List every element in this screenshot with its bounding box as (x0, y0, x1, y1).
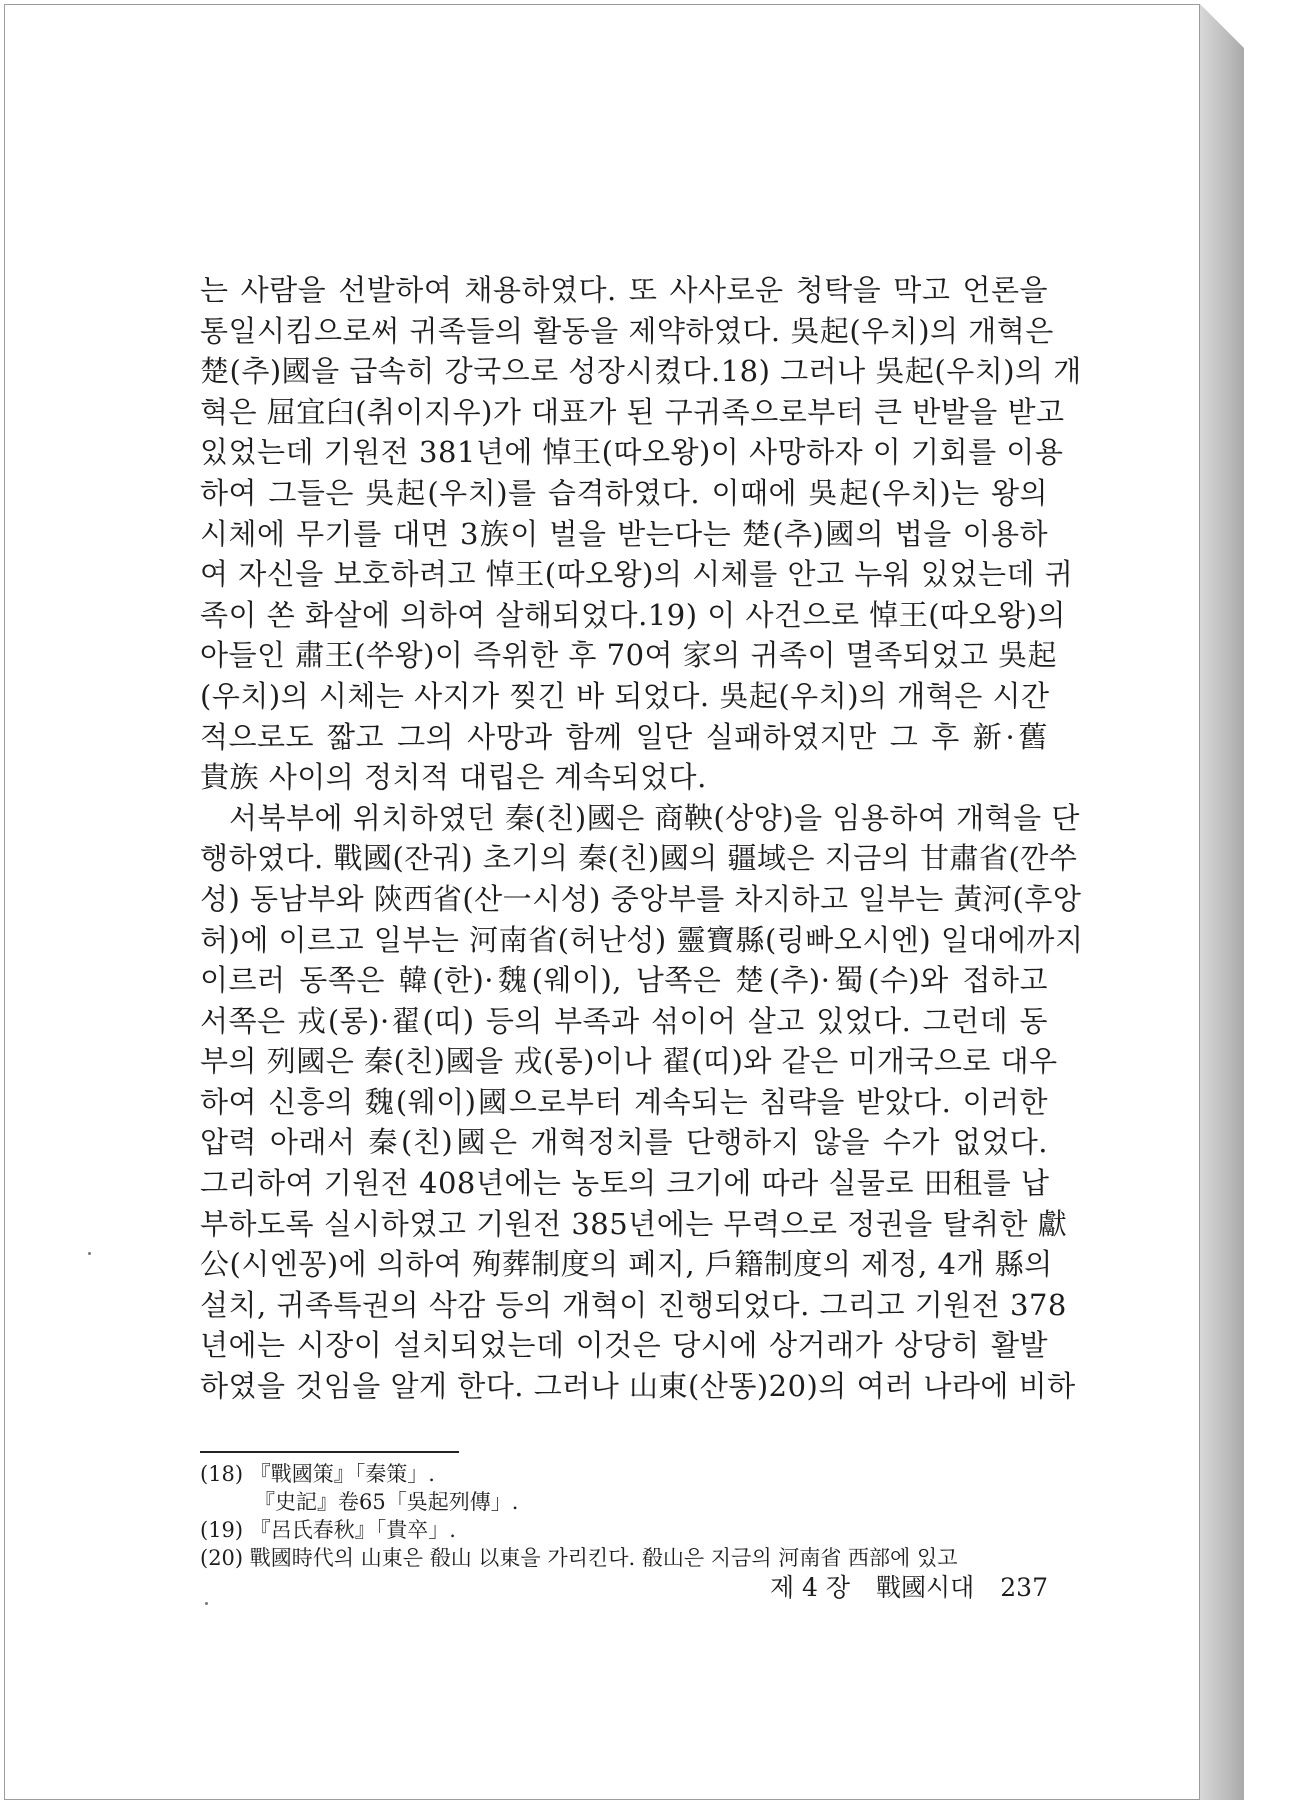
text-line: 하여 신흥의 魏(웨이)國으로부터 계속되는 침략을 받았다. 이러한 (200, 1084, 1048, 1119)
chapter-title: 戰國시대 (876, 1573, 975, 1602)
text-line: 아들인 肅王(쑤왕)이 즉위한 후 70여 家의 귀족이 멸족되었고 吳起 (200, 638, 1058, 673)
text-line: 족이 쏜 화살에 의하여 살해되었다.19) 이 사건으로 悼王(따오왕)의 (200, 597, 1066, 632)
footnote: (18) 『戰國策』「秦策」. (200, 1462, 435, 1486)
scan-speck (88, 1252, 91, 1255)
footnote-divider (200, 1451, 459, 1453)
text-line: 통일시킴으로써 귀족들의 활동을 제약하였다. 吳起(우치)의 개혁은 (200, 313, 1054, 348)
text-line: (우치)의 시체는 사지가 찢긴 바 되었다. 吳起(우치)의 개혁은 시간 (200, 678, 1050, 713)
body-text (200, 270, 1084, 1407)
text-line: 부의 列國은 秦(친)國을 戎(롱)이나 翟(띠)와 같은 미개국으로 대우 (200, 1044, 1058, 1079)
text-line: 행하였다. 戰國(잔궈) 초기의 秦(친)國의 疆域은 지금의 甘肅省(깐쑤 (200, 841, 1078, 876)
text-line: 이르러 동쪽은 韓(한)·魏(웨이), 남쪽은 楚(추)·蜀(수)와 접하고 (200, 963, 1048, 998)
text-line: 그리하여 기원전 408년에는 농토의 크기에 따라 실물로 田租를 납 (200, 1166, 1050, 1201)
text-line: 설치, 귀족특권의 삭감 등의 개혁이 진행되었다. 그리고 기원전 378 (200, 1287, 1067, 1322)
text-line: 성) 동남부와 陝西省(산一시성) 중앙부를 차지하고 일부는 黃河(후앙 (200, 881, 1082, 916)
text-line: 서쪽은 戎(롱)·翟(띠) 등의 부족과 섞이어 살고 있었다. 그런데 동 (200, 1003, 1048, 1038)
scan-speck (205, 1602, 208, 1605)
text-line: 허)에 이르고 일부는 河南省(허난성) 靈寶縣(링빠오시엔) 일대에까지 (200, 922, 1084, 957)
text-line: 하였을 것임을 알게 한다. 그러나 山東(산똥)20)의 여러 나라에 비하 (200, 1369, 1076, 1404)
chapter-label: 제 4 장 (769, 1573, 851, 1602)
page-edge (1200, 4, 1244, 1800)
text-line: 압력 아래서 秦(친)國은 개혁정치를 단행하지 않을 수가 없었다. (200, 1125, 1048, 1160)
text-line: 있었는데 기원전 381년에 悼王(따오왕)이 사망하자 이 기회를 이용 (200, 435, 1064, 470)
text-line: 부하도록 실시하였고 기원전 385년에는 무력으로 정권을 탈취한 獻 (200, 1206, 1068, 1241)
footnote: (20) 戰國時代의 山東은 殽山 以東을 가리킨다. 殽山은 지금의 河南省 西部에 있고 (200, 1546, 958, 1570)
text-line: 혁은 屈宜臼(취이지우)가 대표가 된 구귀족으로부터 큰 반발을 받고 (200, 394, 1065, 429)
text-line: 서북부에 위치하였던 秦(친)國은 商鞅(상양)을 임용하여 개혁을 단 (229, 800, 1080, 835)
running-footer (760, 1568, 1048, 1604)
text-line: 년에는 시장이 설치되었는데 이것은 당시에 상거래가 상당히 활발 (200, 1328, 1048, 1363)
text-line: 楚(추)國을 급속히 강국으로 성장시켰다.18) 그러나 吳起(우치)의 개 (200, 354, 1082, 389)
footnote: 『史記』卷65「吳起列傳」. (254, 1490, 519, 1514)
footnote: (19) 『呂氏春秋』「貴卒」. (200, 1518, 456, 1542)
text-line: 시체에 무기를 대면 3族이 벌을 받는다는 楚(추)國의 법을 이용하 (200, 516, 1048, 551)
text-line: 는 사람을 선발하여 채용하였다. 또 사사로운 청탁을 막고 언론을 (200, 273, 1048, 307)
text-line: 여 자신을 보호하려고 悼王(따오왕)의 시체를 안고 누워 있었는데 귀 (200, 557, 1074, 592)
text-line: 公(시엔꽁)에 의하여 殉葬制度의 폐지, 戶籍制度의 제정, 4개 縣의 (200, 1247, 1053, 1282)
text-line: 적으로도 짧고 그의 사망과 함께 일단 실패하였지만 그 후 新·舊 (200, 719, 1048, 754)
text-line: 貴族 사이의 정치적 대립은 계속되었다. (200, 760, 707, 795)
text-line: 하여 그들은 吳起(우치)를 습격하였다. 이때에 吳起(우치)는 왕의 (200, 475, 1048, 510)
page-number: 237 (1000, 1573, 1048, 1602)
footnotes (200, 1460, 1048, 1572)
